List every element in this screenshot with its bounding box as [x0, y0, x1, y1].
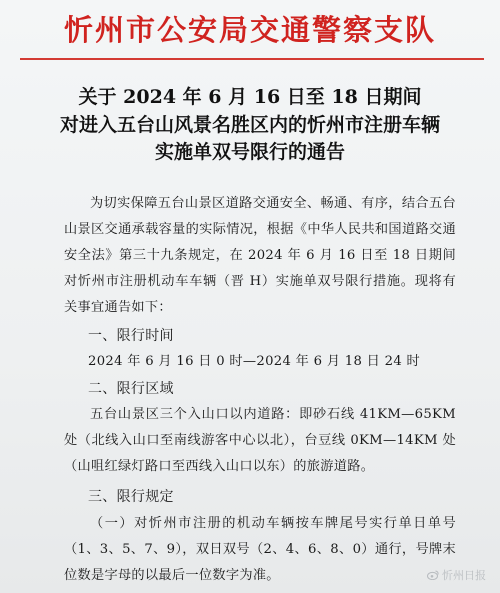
weibo-icon — [427, 570, 439, 580]
section-2-heading: 二、限行区域 — [88, 381, 174, 397]
issuer-header: 忻州市公安局交通警察支队 — [63, 13, 436, 47]
section-2-body: 五台山景区三个入山口以内道路：即砂石线 41KM—65KM 处（北线入山口至南线游客中心以北），台豆线 0KM—14KM 处（山咀红绿灯路口至西线入山口以东）的旅游道路。 — [64, 407, 456, 474]
red-divider-line — [20, 58, 484, 60]
notice-title-line-2: 对进入五台山风景名胜区内的忻州市注册车辆 — [59, 114, 440, 136]
section-1-body: 2024 年 6 月 16 日 0 时—2024 年 6 月 18 日 24 时 — [88, 354, 421, 369]
notice-title-line-3: 实施单双号限行的通告 — [154, 141, 345, 163]
section-3-heading: 三、限行规定 — [88, 489, 174, 505]
notice-title-line-1: 关于 2024 年 6 月 16 日至 18 日期间 — [78, 86, 422, 108]
watermark-text: 忻州日报 — [442, 569, 486, 582]
section-3-body: （一）对忻州市注册的机动车辆按车牌尾号实行单日单号（1、3、5、7、9），双日双号（2、4、6、8、0）通行，号牌末位数是字母的以最后一位数字为准。 — [64, 516, 456, 583]
source-watermark — [427, 568, 486, 584]
section-1-heading: 一、限行时间 — [88, 328, 174, 344]
intro-paragraph: 为切实保障五台山景区道路交通安全、畅通、有序，结合五台山景区交通承载容量的实际情况，根据《中华人民共和国道路交通安全法》第三十九条规定，在 2024 年 6 月 16 日至 18 日期间对忻州市注册机动车车辆（晋 H）实施单双号限行措施。现将有关事宜通告如下： — [64, 196, 456, 315]
